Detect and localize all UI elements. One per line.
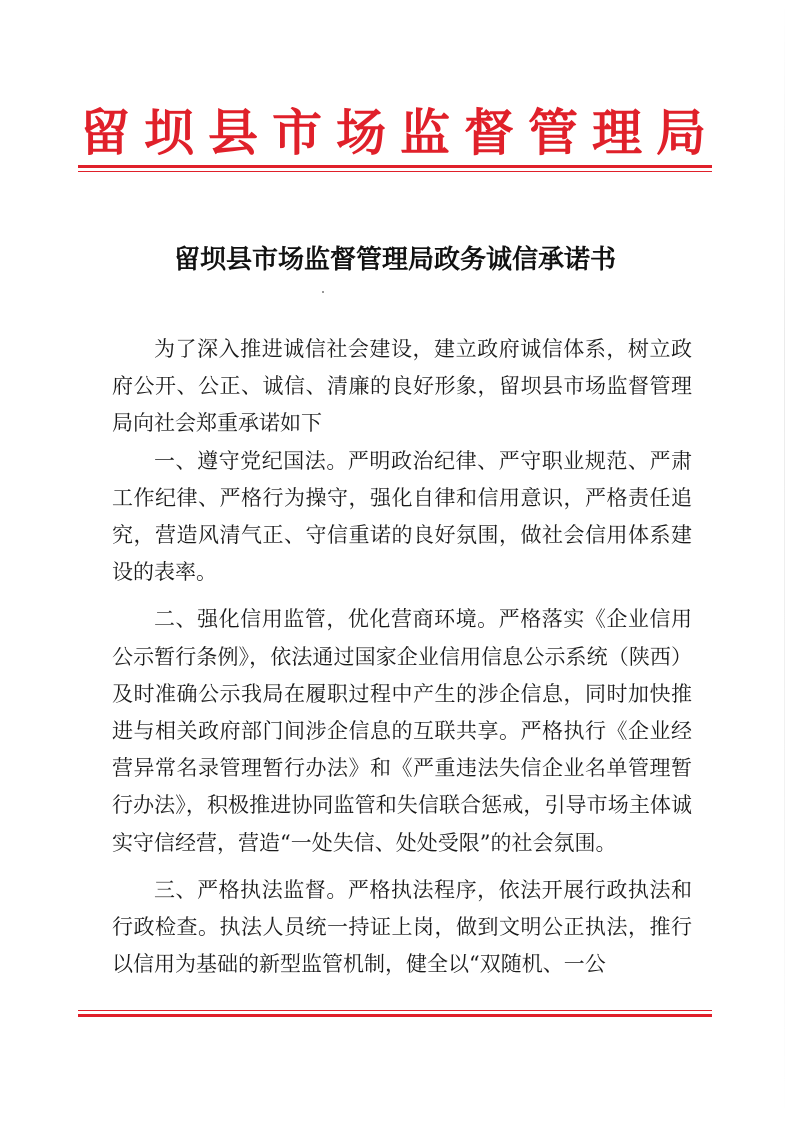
header-rule-thick — [78, 165, 712, 168]
document-body — [112, 331, 692, 983]
paragraph-1: 一、遵守党纪国法。严明政治纪律、严守职业规范、严肃工作纪律、严格行为操守，强化自律和信用意识，严格责任追究，营造风清气正、守信重诺的良好氛围，做社会信用体系建设的表率。 — [112, 448, 692, 585]
paragraph-2: 二、强化信用监管，优化营商环境。严格落实《企业信用公示暂行条例》，依法通过国家企业信用信息公示系统（陕西）及时准确公示我局在履职过程中产生的涉企信息，同时加快推进与相关政府部门间涉企信息的互联共享。严格执行《企业经营异常名录管理暂行办法》和《严重违法失信企业名单管理暂行办法》，积极推进协同监管和失信联合惩戒，引导市场主体诚实守信经营，营造“一处失信、处处受限”的社会氛围。 — [112, 607, 692, 855]
document-title: 留坝县市场监督管理局政务诚信承诺书 — [173, 245, 616, 275]
header-rule-thin — [78, 171, 712, 172]
scan-speck — [322, 291, 324, 293]
paragraph-intro: 为了深入推进诚信社会建设，建立政府诚信体系，树立政府公开、公正、诚信、清廉的良好形象，留坝县市场监督管理局向社会郑重承诺如下 — [112, 337, 692, 436]
footer-rule-thick — [78, 1014, 712, 1017]
paragraph-3: 三、严格执法监督。严格执法程序，依法开展行政执法和行政检查。执法人员统一持证上岗，做到文明公正执法，推行以信用为基础的新型监管机制，健全以“双随机、一公 — [112, 877, 692, 977]
footer-rule-thin — [78, 1010, 712, 1011]
agency-letterhead: 留坝县市场监督管理局 — [80, 103, 720, 162]
scan-edge-shadow — [784, 0, 785, 1121]
